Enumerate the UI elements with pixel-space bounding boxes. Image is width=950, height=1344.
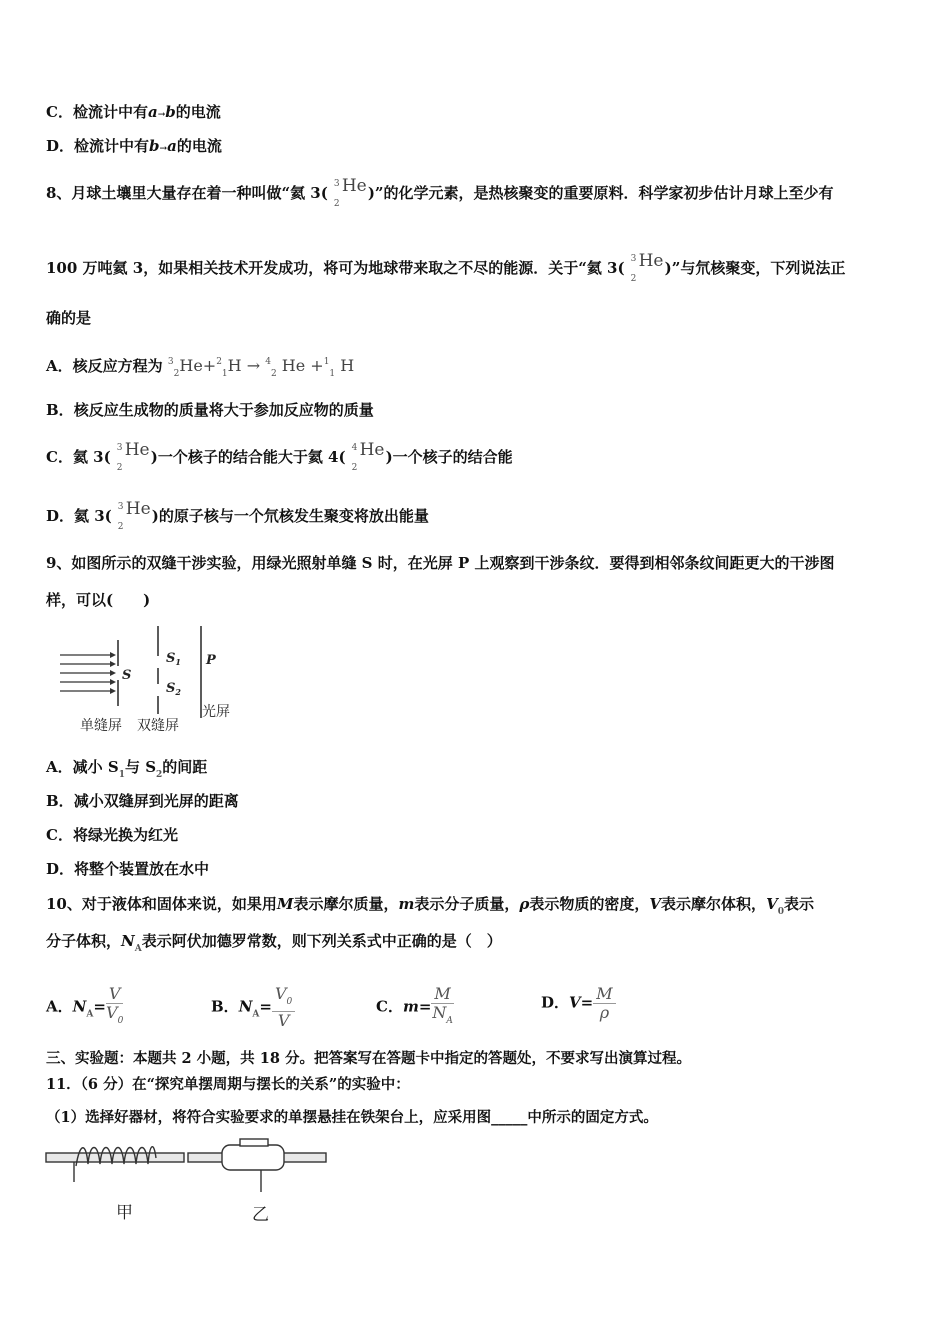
q10-stem-line1: 10、对于液体和固体来说，如果用M表示摩尔质量，m表示分子质量，ρ表示物质的密度，V表示摩尔体积，$V_0$表示 [46, 895, 814, 917]
label-double-slit-screen: 双缝屏 [137, 718, 179, 734]
q7-option-d: D．检流计中有b→a的电流 [46, 137, 222, 155]
label-s1: $S_1$ [166, 651, 181, 667]
q8-option-d: D．氦 3( 3 2 He )的原子核与一个氘核发生聚变将放出能量 [46, 499, 429, 532]
q9-option-c: C．将绿光换为红光 [46, 826, 178, 844]
helium3-isotope: 3 2 He [116, 440, 150, 473]
label-light-screen: 光屏 [202, 704, 230, 720]
label-p: P [206, 653, 216, 668]
label-single-slit-screen: 单缝屏 [80, 718, 122, 734]
q8-stem-line2: 100 万吨氦 3，如果相关技术开发成功，将可为地球带来取之不尽的能源．关于“氦 3( 3 2 He )”与氘核聚变，下列说法正 [46, 251, 846, 284]
q8-stem-line3: 确的是 [46, 309, 92, 327]
q10-option-a: A．$N_A=$ $\frac{V}{V_0}$ [46, 985, 123, 1030]
q9-stem-line2: 样，可以( ) [46, 591, 151, 609]
q11-stem-line1: 11．（6 分）在“探究单摆周期与摆长的关系”的实验中： [46, 1076, 410, 1093]
nuclear-equation: $^3_2$He+$^2_1$H → $^4_2$ He +$^1_1$ H [167, 356, 355, 379]
answer-blank: _____ [491, 1109, 528, 1126]
q10-option-d: D．V= $\frac{M}{\rho}$ [541, 985, 616, 1022]
q8-option-a: A．核反应方程为 $^3_2$He+$^2_1$H → $^4_2$ He +$^1_1$ H [46, 356, 355, 379]
label-s: S [122, 668, 132, 683]
section-3-heading: 三、实验题：本题共 2 小题，共 18 分。把答案写在答题卡中指定的答题处，不要求写出演算过程。 [46, 1050, 691, 1067]
pendulum-mount-diagram [44, 1136, 334, 1231]
q9-option-d: D．将整个装置放在水中 [46, 860, 210, 878]
mount-yi [188, 1139, 326, 1192]
q9-stem-line1: 9、如图所示的双缝干涉实验，用绿光照射单缝 S 时，在光屏 P 上观察到干涉条纹．要得到相邻条纹间距更大的干涉图 [46, 554, 835, 572]
q11-stem-line2: （1）选择好器材，将符合实验要求的单摆悬挂在铁架台上，应采用图_____中所示的固定方式。 [46, 1109, 658, 1126]
mount-jia [46, 1147, 184, 1182]
fraction: $\frac{M}{N_A}$ [432, 984, 453, 1026]
q9-option-a: A．减小 $S_1$与 $S_2$的间距 [46, 758, 208, 780]
q10-option-c: C．m= $\frac{M}{N_A}$ [376, 985, 454, 1030]
q9-option-b: B．减小双缝屏到光屏的距离 [46, 792, 239, 810]
label-yi: 乙 [252, 1205, 269, 1225]
label-s2: $S_2$ [166, 681, 181, 697]
q10-stem-line2: 分子体积，$N_A$表示阿伏加德罗常数，则下列关系式中正确的是（ ） [46, 932, 502, 954]
q7-option-c: C．检流计中有a→b的电流 [46, 103, 221, 121]
helium3-isotope: 3 2 He [117, 499, 151, 532]
fraction: $\frac{M}{\rho}$ [593, 985, 615, 1022]
q10-option-b: B．$N_A=$ $\frac{V_0}{V}$ [211, 985, 295, 1030]
label-jia: 甲 [116, 1203, 133, 1223]
q8-stem-line1: 8、月球土壤里大量存在着一种叫做“氦 3( 3 2 He )”的化学元素，是热核聚变的重要原料．科学家初步估计月球上至少有 [46, 176, 834, 209]
helium3-isotope: 3 2 He [333, 176, 367, 209]
helium3-isotope: 3 2 He [630, 251, 664, 284]
fraction: $\frac{V}{V_0}$ [106, 984, 124, 1026]
q8-option-c: C．氦 3( 3 2 He )一个核子的结合能大于氦 4( 4 2 He )一个核子的结合能 [46, 440, 513, 473]
q8-option-b: B．核反应生成物的质量将大于参加反应物的质量 [46, 401, 374, 419]
fraction: $\frac{V_0}{V}$ [272, 985, 295, 1030]
helium4-isotope: 4 2 He [351, 440, 385, 473]
double-slit-diagram [56, 622, 246, 737]
